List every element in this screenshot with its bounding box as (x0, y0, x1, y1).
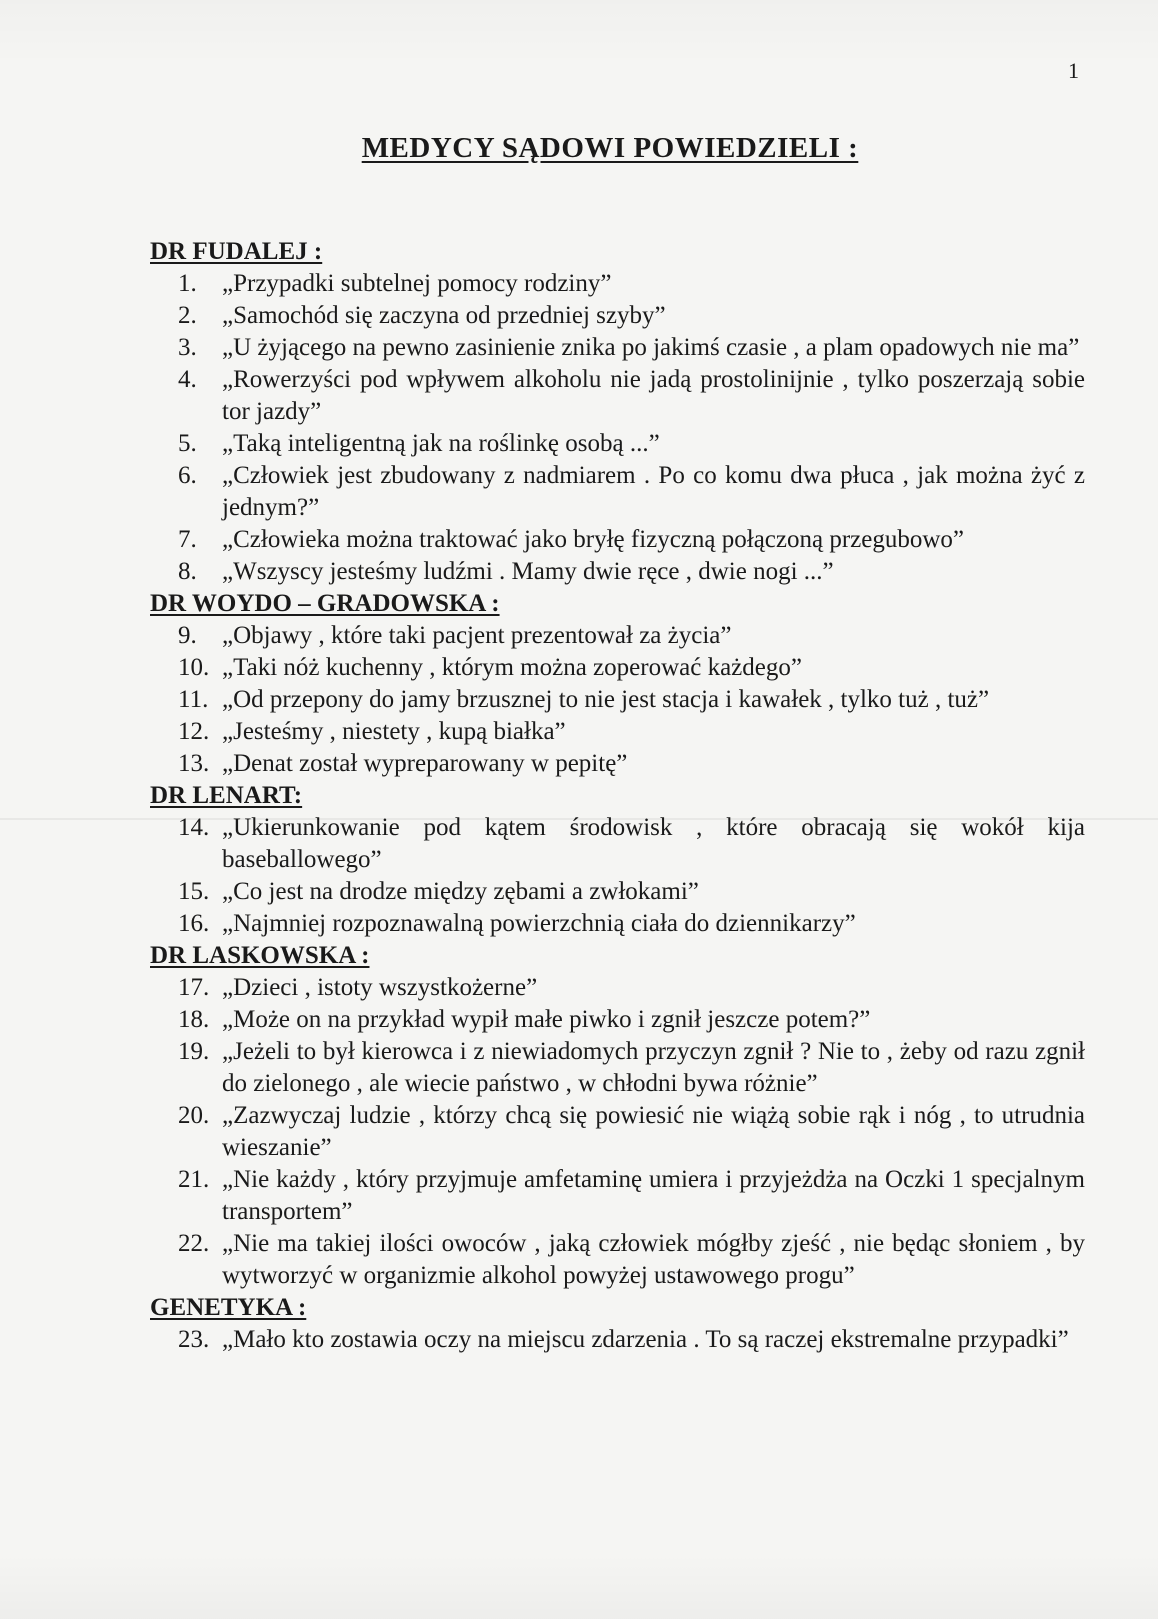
item-text: „U żyjącego na pewno zasinienie znika po jakimś czasie , a plam opadowych nie ma” (222, 334, 1080, 361)
item-text: „Może on na przykład wypił małe piwko i zgnił jeszcze potem?” (222, 1006, 871, 1033)
section-heading-woydo-gradowska: DR WOYDO – GRADOWSKA : (150, 590, 500, 617)
list-item (150, 332, 1085, 364)
item-number: 18. (178, 1006, 210, 1033)
list-item (150, 1228, 1085, 1292)
item-number: 3. (178, 334, 197, 361)
item-number: 22. (178, 1230, 210, 1257)
list-item (150, 364, 1085, 428)
item-text: „Nie każdy , który przyjmuje amfetaminę umiera i przyjeżdża na Oczki 1 specjalnym transportem” (222, 1166, 1085, 1225)
item-number: 16. (178, 910, 210, 937)
list-item (150, 524, 1085, 556)
item-text: „Dzieci , istoty wszystkożerne” (222, 974, 538, 1001)
list-item (150, 1324, 1085, 1356)
item-text: „Objawy , które taki pacjent prezentował za życia” (222, 622, 732, 649)
item-number: 6. (178, 462, 197, 489)
item-number: 2. (178, 302, 197, 329)
item-number: 4. (178, 366, 197, 393)
list-item (150, 268, 1085, 300)
item-text: „Taką inteligentną jak na roślinkę osobą ...” (222, 430, 660, 457)
list-item (150, 620, 1085, 652)
item-number: 14. (178, 814, 210, 841)
item-text: „Zazwyczaj ludzie , którzy chcą się powiesić nie wiążą sobie rąk i nóg , to utrudnia wieszanie” (222, 1102, 1085, 1161)
item-number: 20. (178, 1102, 210, 1129)
item-text: „Denat został wypreparowany w pepitę” (222, 750, 628, 777)
item-text: „Co jest na drodze między zębami a zwłokami” (222, 878, 699, 905)
item-text: „Mało kto zostawia oczy na miejscu zdarzenia . To są raczej ekstremalne przypadki” (222, 1326, 1069, 1353)
item-text: „Wszyscy jesteśmy ludźmi . Mamy dwie ręce , dwie nogi ...” (222, 558, 834, 585)
list-item (150, 1004, 1085, 1036)
list-item (150, 812, 1085, 876)
page-number: 1 (1068, 58, 1079, 83)
item-text: „Jeżeli to był kierowca i z niewiadomych przyczyn zgnił ? Nie to , żeby od razu zgnił do zielonego , ale wiecie państwo , w chłodni bywa różnie” (222, 1038, 1085, 1097)
item-text: „Ukierunkowanie pod kątem środowisk , które obracają się wokół kija baseballowego” (222, 814, 1085, 873)
item-text: „Od przepony do jamy brzusznej to nie jest stacja i kawałek , tylko tuż , tuż” (222, 686, 990, 713)
item-text: „Taki nóż kuchenny , którym można zoperować każdego” (222, 654, 802, 681)
item-number: 11. (178, 686, 209, 713)
list-item (150, 748, 1085, 780)
list-item (150, 876, 1085, 908)
list-item (150, 1036, 1085, 1100)
item-text: „Rowerzyści pod wpływem alkoholu nie jadą prostolinijnie , tylko poszerzają sobie tor jazdy” (222, 366, 1085, 425)
section-heading-lenart: DR LENART: (150, 782, 303, 809)
item-number: 9. (178, 622, 197, 649)
item-number: 17. (178, 974, 210, 1001)
section-heading-laskowska: DR LASKOWSKA : (150, 942, 370, 969)
item-number: 23. (178, 1326, 210, 1353)
item-text: „Człowieka można traktować jako bryłę fizyczną połączoną przegubowo” (222, 526, 965, 553)
item-text: „Człowiek jest zbudowany z nadmiarem . Po co komu dwa płuca , jak można żyć z jednym?” (222, 462, 1085, 521)
item-number: 13. (178, 750, 210, 777)
list-item (150, 972, 1085, 1004)
item-number: 21. (178, 1166, 210, 1193)
list-item (150, 1164, 1085, 1228)
item-text: „Jesteśmy , niestety , kupą białka” (222, 718, 566, 745)
list-item (150, 460, 1085, 524)
item-number: 7. (178, 526, 197, 553)
item-text: „Nie ma takiej ilości owoców , jaką człowiek mógłby zjeść , nie będąc słoniem , by wytworzyć w organizmie alkohol powyżej ustawowego progu” (222, 1230, 1085, 1289)
item-number: 5. (178, 430, 197, 457)
list-item (150, 300, 1085, 332)
item-number: 19. (178, 1038, 210, 1065)
item-number: 15. (178, 878, 210, 905)
list-item (150, 652, 1085, 684)
item-number: 1. (178, 270, 197, 297)
item-number: 8. (178, 558, 197, 585)
page-title: MEDYCY SĄDOWI POWIEDZIELI : (361, 132, 859, 164)
item-text: „Najmniej rozpoznawalną powierzchnią ciała do dziennikarzy” (222, 910, 856, 937)
list-item (150, 556, 1085, 588)
list-item (150, 1100, 1085, 1164)
list-item (150, 716, 1085, 748)
section-heading-fudalej: DR FUDALEJ : (150, 238, 323, 265)
item-number: 10. (178, 654, 210, 681)
list-item (150, 908, 1085, 940)
quotes-list (150, 236, 1085, 1356)
item-text: „Przypadki subtelnej pomocy rodziny” (222, 270, 612, 297)
list-item (150, 428, 1085, 460)
item-number: 12. (178, 718, 210, 745)
item-text: „Samochód się zaczyna od przedniej szyby” (222, 302, 666, 329)
section-heading-genetyka: GENETYKA : (150, 1294, 307, 1321)
list-item (150, 684, 1085, 716)
